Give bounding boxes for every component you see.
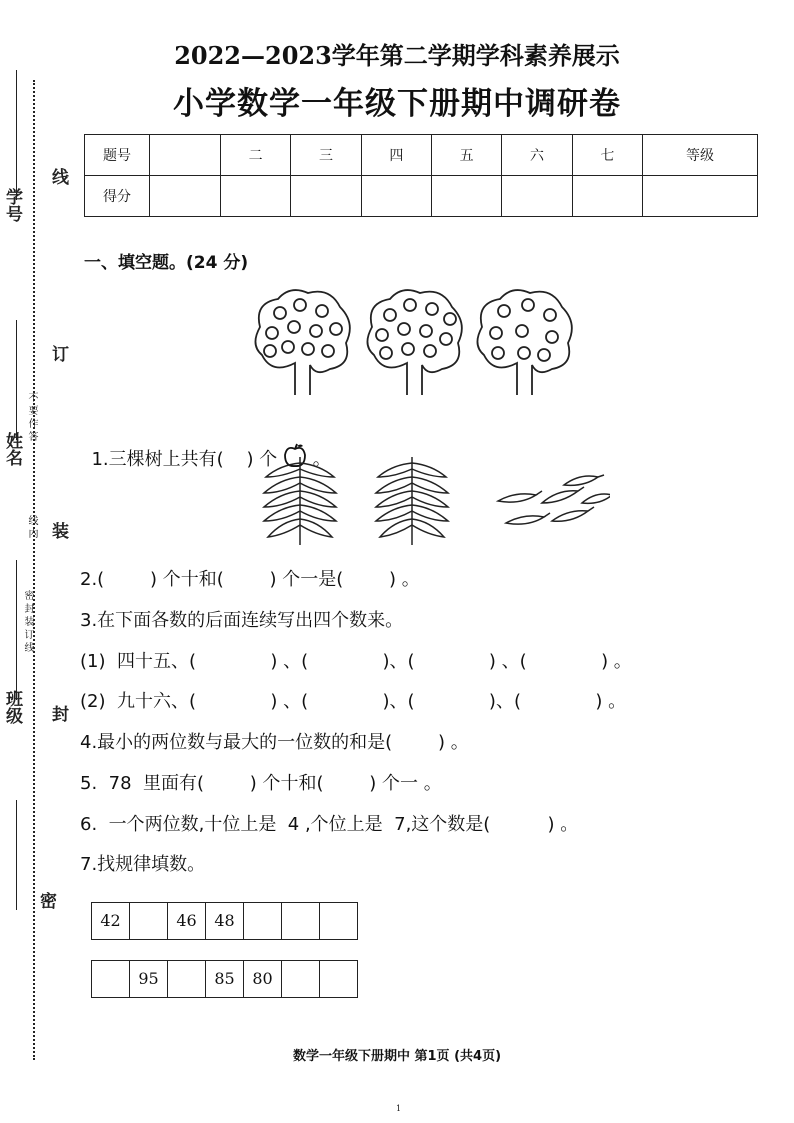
page-number: 1: [396, 1104, 402, 1113]
binding-char-mi: 密: [36, 892, 56, 909]
sequence-cell[interactable]: [130, 903, 168, 939]
pepper-bundle-icon: [376, 457, 448, 545]
question-4: 4.最小的两位数与最大的一位数的和是( ) 。: [80, 732, 469, 753]
score-table-header-row: [85, 135, 758, 176]
score-cell[interactable]: [643, 176, 758, 217]
binding-char-zhuang: 装: [48, 522, 68, 539]
header-cell: 三: [291, 135, 361, 176]
bottom-blank: [16, 800, 17, 910]
header-cell: 四: [361, 135, 431, 176]
header-cell: 等级: [643, 135, 758, 176]
score-table: [84, 134, 758, 217]
exam-title-line2: 小学数学一年级下册期中调研卷: [173, 86, 621, 122]
score-cell[interactable]: [431, 176, 501, 217]
page-footer: 数学一年级下册期中 第1页 (共4页): [292, 1049, 502, 1064]
binding-warning-mid: 线内: [26, 515, 37, 541]
sequence-cell: 46: [168, 903, 206, 939]
binding-warning-top: 不要作答: [26, 392, 37, 444]
sequence-cell: 85: [206, 961, 244, 997]
name-blank: [16, 320, 17, 440]
header-cell: 七: [572, 135, 642, 176]
loose-peppers-icon: [498, 475, 610, 524]
binding-char-ding: 订: [48, 345, 68, 362]
question-6: 6. 一个两位数,十位上是 4 ,个位上是 7,这个数是( ) 。: [80, 814, 579, 835]
header-cell: 五: [431, 135, 501, 176]
sequence-cell[interactable]: [320, 903, 357, 939]
sequence-cell[interactable]: [244, 903, 282, 939]
question-3-part-1: (1) 四十五、( ) 、( )、( ) 、( ) 。: [80, 651, 632, 672]
pepper-bundle-icon: [264, 457, 336, 545]
question-5: 5. 78 里面有( ) 个十和( ) 个一 。: [80, 773, 442, 794]
sequence-cell[interactable]: [282, 903, 320, 939]
header-cell: 六: [502, 135, 572, 176]
peppers-illustration: [260, 455, 610, 550]
score-cell[interactable]: [572, 176, 642, 217]
class-label: 班级: [2, 690, 22, 724]
score-cell[interactable]: [502, 176, 572, 217]
apple-tree-icon: [477, 290, 571, 395]
score-cell[interactable]: [221, 176, 291, 217]
sequence-cell[interactable]: [320, 961, 357, 997]
sequence-grid-2: [91, 960, 358, 998]
header-cell: [150, 135, 221, 176]
question-3: 3.在下面各数的后面连续写出四个数来。: [80, 610, 404, 631]
apple-tree-icon: [367, 290, 461, 395]
question-2: 2.( ) 个十和( ) 个一是( ) 。: [80, 569, 420, 590]
score-cell[interactable]: [291, 176, 361, 217]
sequence-cell: 80: [244, 961, 282, 997]
binding-char-xian: 线: [48, 168, 68, 185]
score-cell[interactable]: [361, 176, 431, 217]
section-heading: 一、填空题。(24 分): [84, 253, 249, 273]
sequence-grid-1: [91, 902, 358, 940]
sequence-cell[interactable]: [168, 961, 206, 997]
question-1-suffix: 。: [307, 449, 331, 470]
exam-title-line1: 2022—2023学年第二学期学科素养展示: [174, 41, 620, 70]
sequence-cell: 42: [92, 903, 130, 939]
sequence-cell: 48: [206, 903, 244, 939]
question-7: 7.找规律填数。: [80, 854, 206, 875]
binding-dotted-line: [33, 80, 35, 1060]
score-table-score-row: [85, 176, 758, 217]
sequence-cell[interactable]: [92, 961, 130, 997]
question-1-prefix: 1.三棵树上共有(: [91, 449, 224, 470]
header-cell: 题号: [85, 135, 150, 176]
score-cell[interactable]: [150, 176, 221, 217]
score-row-label: 得分: [85, 176, 150, 217]
binding-warning-bottom: 密封装订线: [22, 590, 33, 655]
name-label: 姓名: [2, 432, 22, 466]
binding-char-feng: 封: [48, 705, 68, 722]
sequence-cell: 95: [130, 961, 168, 997]
class-blank: [16, 560, 17, 700]
question-3-part-2: (2) 九十六、( ) 、( )、( )、( ) 。: [80, 691, 627, 712]
apple-tree-icon: [255, 290, 349, 395]
question-1-middle: ) 个: [223, 449, 284, 470]
sequence-cell[interactable]: [282, 961, 320, 997]
apple-trees-illustration: [250, 285, 580, 403]
student-id-label: 学号: [2, 188, 22, 222]
header-cell: 二: [221, 135, 291, 176]
